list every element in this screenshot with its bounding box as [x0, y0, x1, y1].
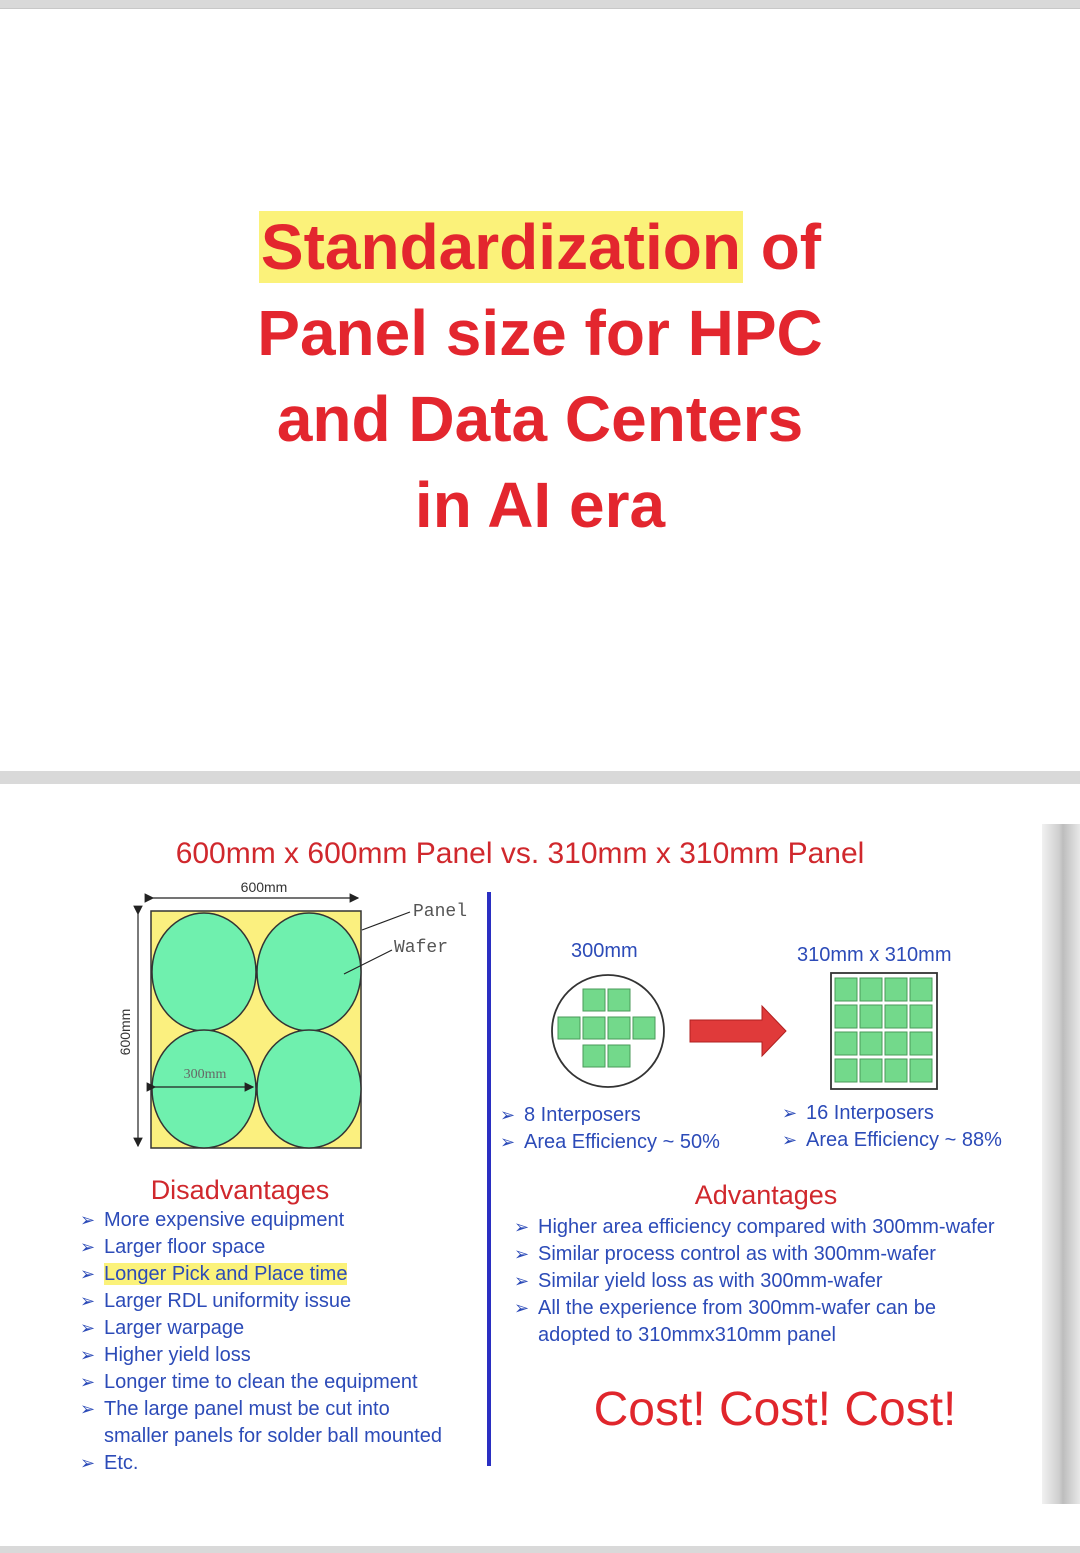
comparison-slide	[0, 784, 1080, 1546]
wafer-diameter-label: 300mm	[183, 1067, 227, 1082]
vertical-divider	[487, 892, 491, 1466]
slide-title: 600mm x 600mm Panel vs. 310mm x 310mm Panel	[175, 837, 865, 870]
transition-arrow	[690, 1006, 786, 1056]
list-item: ➢ The large panel must be cut into	[80, 1396, 442, 1423]
list-item	[80, 1261, 442, 1288]
panel-leader	[362, 912, 410, 930]
list-item: ➢ Area Efficiency ~ 88%	[782, 1127, 1002, 1154]
wafer-circle-1	[152, 913, 256, 1031]
list-item: ➢ More expensive equipment	[80, 1207, 442, 1234]
list-item: ➢ Larger floor space	[80, 1234, 442, 1261]
wafer-circle-4	[257, 1030, 361, 1148]
list-item: ➢ Similar process control as with 300mm-wafer	[514, 1241, 995, 1268]
list-item: ➢ Higher yield loss	[80, 1342, 442, 1369]
wafer-circle-2	[257, 913, 361, 1031]
list-item: ➢ Larger warpage	[80, 1315, 442, 1342]
disadvantages-list	[80, 1207, 442, 1477]
list-item: ➢ Area Efficiency ~ 50%	[500, 1129, 720, 1156]
list-item: ➢ Similar yield loss as with 300mm-wafer	[514, 1268, 995, 1295]
title-slide	[0, 8, 1080, 771]
width-label: 600mm	[240, 879, 288, 895]
list-item-continuation	[514, 1322, 995, 1349]
list-item: ➢ Longer time to clean the equipment	[80, 1369, 442, 1396]
list-item: ➢ All the experience from 300mm-wafer can be	[514, 1295, 995, 1322]
continuation-text: smaller panels for solder ball mounted	[104, 1425, 442, 1447]
list-item: ➢ 8 Interposers	[500, 1102, 720, 1129]
panel-label: Panel	[413, 902, 468, 922]
continuation-text: adopted to 310mmx310mm panel	[538, 1324, 836, 1346]
panel-size-label: 310mm x 310mm	[797, 944, 952, 966]
height-label: 600mm	[117, 1008, 133, 1056]
title-highlight: Standardization	[260, 211, 741, 283]
title-line-4: in AI era	[414, 469, 666, 541]
title-line-2: Panel size for HPC	[257, 297, 823, 369]
wafer-stats-list	[500, 1102, 720, 1156]
wafer-size-label: 300mm	[571, 940, 638, 962]
cost-callout: Cost! Cost! Cost!	[593, 1383, 957, 1436]
disadvantages-heading: Disadvantages	[150, 1175, 330, 1205]
wafer-circle-3	[152, 1030, 256, 1148]
panel-stats-list	[782, 1100, 1002, 1154]
list-item-continuation	[80, 1423, 442, 1450]
advantages-list	[514, 1214, 995, 1349]
list-item: ➢ Etc.	[80, 1450, 442, 1477]
title-line-3: and Data Centers	[276, 383, 804, 455]
highlighted-item: Longer Pick and Place time	[104, 1263, 348, 1285]
advantages-heading: Advantages	[694, 1180, 838, 1210]
list-item: ➢ Higher area efficiency compared with 300mm-wafer	[514, 1214, 995, 1241]
list-item: ➢ Larger RDL uniformity issue	[80, 1288, 442, 1315]
list-item: ➢ 16 Interposers	[782, 1100, 1002, 1127]
title-line-1-rest: of	[742, 211, 822, 283]
title-line-1	[0, 207, 1080, 287]
wafer-label: Wafer	[394, 938, 449, 958]
